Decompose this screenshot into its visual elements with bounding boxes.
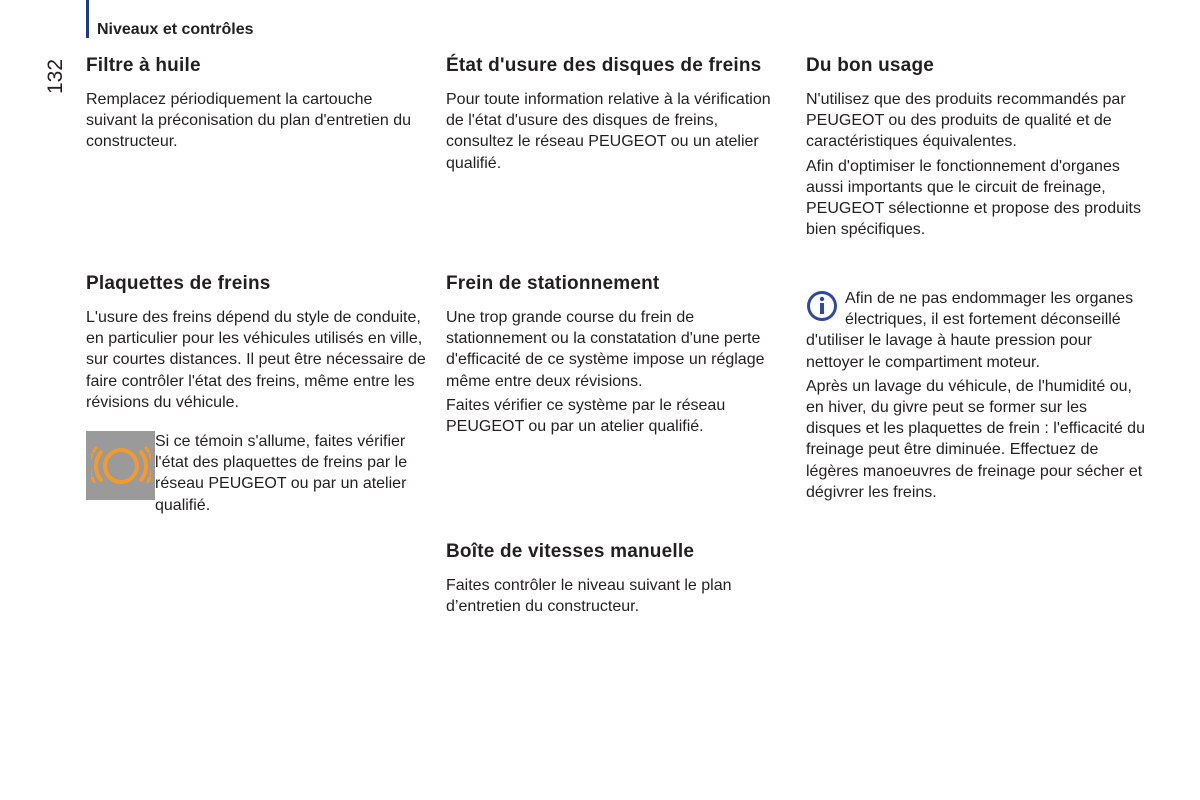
brake-pads-heading: Plaquettes de freins bbox=[86, 273, 271, 294]
brake-pads-text: L'usure des freins dépend du style de conduite, en particulier pour les véhicules utilisés en ville, sur courtes distances. Il peut être nécessaire de faire contrôler l'état des freins, même entre les révisions du véhicule. bbox=[86, 309, 426, 411]
oil-filter-text: Remplacez périodiquement la cartouche suivant la préconisation du plan d'entretien du constructeur. bbox=[86, 91, 412, 151]
brake-warning-icon bbox=[86, 431, 155, 500]
section-brake-pads bbox=[86, 274, 426, 519]
disc-wear-text: Pour toute information relative à la vérification de l'état d'usure des disques de freins, consultez le réseau PEUGEOT ou un atelier qualifié. bbox=[446, 91, 771, 172]
page-number: 132 bbox=[44, 58, 67, 94]
section-parking-brake bbox=[446, 274, 786, 440]
parking-brake-heading: Frein de stationnement bbox=[446, 273, 660, 294]
parking-brake-text-1: Une trop grande course du frein de stationnement ou la constatation d'une perte d'efficacité de ce système impose un réglage même entre deux révisions. bbox=[446, 309, 765, 390]
info-icon bbox=[806, 290, 838, 322]
section-good-use bbox=[806, 56, 1146, 243]
section-disc-wear bbox=[446, 56, 786, 177]
info-text-1: Afin de ne pas endommager les organes électriques, il est fortement déconseillé d'utiliser le lavage à haute pression pour nettoyer le compartiment moteur. bbox=[806, 290, 1134, 371]
info-note bbox=[806, 288, 1146, 506]
parking-brake-text-2: Faites vérifier ce système par le réseau PEUGEOT ou par un atelier qualifié. bbox=[446, 396, 726, 436]
good-use-text-2: Afin d'optimiser le fonctionnement d'organes aussi importants que le circuit de freinage, PEUGEOT sélectionne et propose des produits bien spécifiques. bbox=[806, 157, 1141, 239]
header-accent-bar bbox=[86, 0, 89, 38]
manual-gearbox-text: Faites contrôler le niveau suivant le plan d’entretien du constructeur. bbox=[446, 577, 732, 616]
brake-warning-row bbox=[86, 431, 426, 519]
section-oil-filter bbox=[86, 56, 426, 156]
oil-filter-heading: Filtre à huile bbox=[86, 55, 201, 76]
good-use-heading: Du bon usage bbox=[806, 55, 935, 76]
info-text-2: Après un lavage du véhicule, de l'humidité ou, en hiver, du givre peut se former sur les disques et les plaquettes de frein : l'efficacité du freinage peut être diminuée. Effectuez de légères manoeuvres de freinage pour sécher et dégivrer les freins. bbox=[806, 377, 1145, 501]
brake-warning-text: Si ce témoin s'allume, faites vérifier l'état des plaquettes de freins par le réseau PEUGEOT ou par un atelier qualifié. bbox=[155, 433, 408, 514]
section-manual-gearbox bbox=[446, 542, 786, 620]
manual-gearbox-heading: Boîte de vitesses manuelle bbox=[446, 541, 695, 562]
disc-wear-heading: État d'usure des disques de freins bbox=[446, 55, 762, 76]
section-header-title: Niveaux et contrôles bbox=[97, 21, 254, 38]
good-use-text-1: N'utilisez que des produits recommandés par PEUGEOT ou des produits de qualité et de caractéristiques équivalentes. bbox=[806, 91, 1126, 151]
